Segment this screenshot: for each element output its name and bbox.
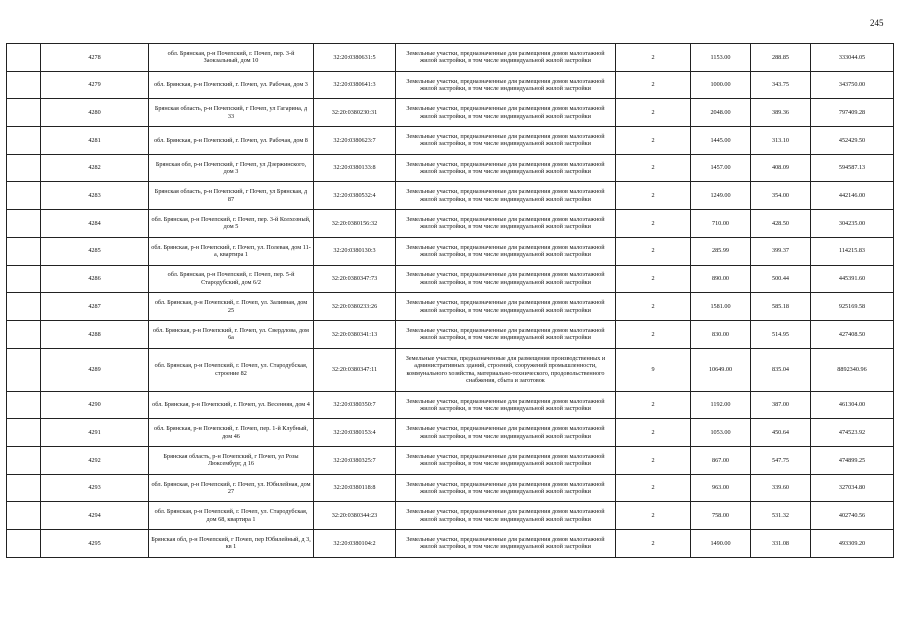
row-cadastral-number: 32:20:0380341:13: [314, 320, 396, 348]
row-land-purpose: Земельные участки, предназначенные для размещения домов малоэтажной жилой застройки, в том числе индивидуальной жилой застройки: [396, 502, 616, 530]
row-area: 285.99: [691, 237, 751, 265]
table-row: [7, 237, 894, 265]
row-cadastral-value: 427408.50: [811, 320, 894, 348]
row-spacer-cell: [7, 348, 41, 391]
table-row: [7, 348, 894, 391]
row-number: 4293: [41, 474, 149, 502]
row-area: 1249.00: [691, 182, 751, 210]
table-row: [7, 154, 894, 182]
row-address: обл. Брянская, р-н Почепский, г. Почеп, ул. Юбилейная, дом 27: [149, 474, 314, 502]
row-group: 2: [616, 419, 691, 447]
row-cadastral-number: 32:20:0380133:8: [314, 154, 396, 182]
row-area: 867.00: [691, 446, 751, 474]
row-land-purpose: Земельные участки, предназначенные для размещения домов малоэтажной жилой застройки, в том числе индивидуальной жилой застройки: [396, 419, 616, 447]
row-address: обл. Брянская, р-н Почепский, г. Почеп, ул. Полевая, дом 11-а, квартира 1: [149, 237, 314, 265]
row-unit-value: 339.60: [751, 474, 811, 502]
row-cadastral-value: 445391.60: [811, 265, 894, 293]
table-row: [7, 419, 894, 447]
row-cadastral-value: 452429.50: [811, 127, 894, 155]
row-group: 9: [616, 348, 691, 391]
row-unit-value: 585.18: [751, 293, 811, 321]
row-number: 4294: [41, 502, 149, 530]
row-group: 2: [616, 446, 691, 474]
table-row: [7, 99, 894, 127]
row-unit-value: 547.75: [751, 446, 811, 474]
row-area: 1457.00: [691, 154, 751, 182]
row-land-purpose: Земельные участки, предназначенные для размещения домов малоэтажной жилой застройки, в том числе индивидуальной жилой застройки: [396, 265, 616, 293]
row-unit-value: 331.08: [751, 530, 811, 558]
row-spacer-cell: [7, 502, 41, 530]
table-row: [7, 530, 894, 558]
row-group: 2: [616, 154, 691, 182]
row-number: 4292: [41, 446, 149, 474]
row-spacer-cell: [7, 293, 41, 321]
row-spacer-cell: [7, 127, 41, 155]
row-area: 1053.00: [691, 419, 751, 447]
row-group: 2: [616, 265, 691, 293]
row-land-purpose: Земельные участки, предназначенные для размещения домов малоэтажной жилой застройки, в том числе индивидуальной жилой застройки: [396, 182, 616, 210]
row-unit-value: 343.75: [751, 71, 811, 99]
row-cadastral-number: 32:20:0380118:8: [314, 474, 396, 502]
row-cadastral-value: 402740.56: [811, 502, 894, 530]
row-land-purpose: Земельные участки, предназначенные для размещения производственных и административных зданий, строений, сооружений промышленности, коммунального хозяйства, материально-технического, продовольственного снабжения, сбыта и заготовок: [396, 348, 616, 391]
row-unit-value: 313.10: [751, 127, 811, 155]
table-row: [7, 446, 894, 474]
row-number: 4295: [41, 530, 149, 558]
row-address: обл. Брянская, р-н Почепский, г. Почеп, пер. 3-й Заокзальный, дом 10: [149, 44, 314, 72]
row-land-purpose: Земельные участки, предназначенные для размещения домов малоэтажной жилой застройки, в том числе индивидуальной жилой застройки: [396, 391, 616, 419]
row-land-purpose: Земельные участки, предназначенные для размещения домов малоэтажной жилой застройки, в том числе индивидуальной жилой застройки: [396, 127, 616, 155]
row-unit-value: 399.37: [751, 237, 811, 265]
row-cadastral-value: 442146.00: [811, 182, 894, 210]
row-spacer-cell: [7, 99, 41, 127]
row-number: 4289: [41, 348, 149, 391]
row-group: 2: [616, 320, 691, 348]
row-address: обл. Брянская, р-н Почепский, г. Почеп, пер. 5-й Стародубский, дом 6/2: [149, 265, 314, 293]
row-land-purpose: Земельные участки, предназначенные для размещения домов малоэтажной жилой застройки, в том числе индивидуальной жилой застройки: [396, 44, 616, 72]
row-land-purpose: Земельные участки, предназначенные для размещения домов малоэтажной жилой застройки, в том числе индивидуальной жилой застройки: [396, 474, 616, 502]
row-cadastral-number: 32:20:0380104:2: [314, 530, 396, 558]
row-group: 2: [616, 44, 691, 72]
row-number: 4280: [41, 99, 149, 127]
row-number: 4279: [41, 71, 149, 99]
row-unit-value: 500.44: [751, 265, 811, 293]
row-cadastral-number: 32:20:0380156:32: [314, 210, 396, 238]
table-row: [7, 293, 894, 321]
row-address: обл. Брянская, р-н Почепский, г. Почеп, ул. Рабочая, дом 8: [149, 127, 314, 155]
row-land-purpose: Земельные участки, предназначенные для размещения домов малоэтажной жилой застройки, в том числе индивидуальной жилой застройки: [396, 154, 616, 182]
row-cadastral-value: 8892340.96: [811, 348, 894, 391]
row-land-purpose: Земельные участки, предназначенные для размещения домов малоэтажной жилой застройки, в том числе индивидуальной жилой застройки: [396, 320, 616, 348]
row-cadastral-number: 32:20:0380623:7: [314, 127, 396, 155]
row-cadastral-number: 32:20:0380230:31: [314, 99, 396, 127]
table-row: [7, 265, 894, 293]
row-area: 1192.00: [691, 391, 751, 419]
row-address: обл. Брянская, р-н Почепский, г. Почеп, ул. Весенняя, дом 4: [149, 391, 314, 419]
row-spacer-cell: [7, 474, 41, 502]
table-row: [7, 71, 894, 99]
row-unit-value: 428.50: [751, 210, 811, 238]
table-row: [7, 320, 894, 348]
row-number: 4288: [41, 320, 149, 348]
row-number: 4287: [41, 293, 149, 321]
row-spacer-cell: [7, 71, 41, 99]
row-spacer-cell: [7, 210, 41, 238]
row-cadastral-value: 327034.80: [811, 474, 894, 502]
row-spacer-cell: [7, 265, 41, 293]
row-area: 890.00: [691, 265, 751, 293]
row-number: 4278: [41, 44, 149, 72]
table-row: [7, 44, 894, 72]
row-address: Брянская область, р-н Почепский, г Почеп, ул Розы Люксембург, д 16: [149, 446, 314, 474]
row-address: обл. Брянская, р-н Почепский, г. Почеп, ул. Стародубская, строение 82: [149, 348, 314, 391]
row-address: обл. Брянская, р-н Почепский, г. Почеп, пер. 1-й Клубный, дом 46: [149, 419, 314, 447]
table-row: [7, 127, 894, 155]
row-unit-value: 408.09: [751, 154, 811, 182]
row-cadastral-value: 797409.28: [811, 99, 894, 127]
row-spacer-cell: [7, 182, 41, 210]
row-unit-value: 450.64: [751, 419, 811, 447]
row-group: 2: [616, 127, 691, 155]
row-spacer-cell: [7, 237, 41, 265]
row-area: 1445.00: [691, 127, 751, 155]
row-spacer-cell: [7, 446, 41, 474]
row-cadastral-number: 32:20:0380347:73: [314, 265, 396, 293]
row-area: 1490.00: [691, 530, 751, 558]
table-row: [7, 182, 894, 210]
row-number: 4281: [41, 127, 149, 155]
row-cadastral-value: 304235.00: [811, 210, 894, 238]
row-cadastral-value: 925169.58: [811, 293, 894, 321]
row-cadastral-value: 474523.92: [811, 419, 894, 447]
row-area: 963.00: [691, 474, 751, 502]
row-group: 2: [616, 530, 691, 558]
row-address: обл. Брянская, р-н Почепский, г. Почеп, пер. 3-й Колхозный, дом 5: [149, 210, 314, 238]
row-area: 830.00: [691, 320, 751, 348]
row-area: 710.00: [691, 210, 751, 238]
row-cadastral-number: 32:20:0380641:3: [314, 71, 396, 99]
row-number: 4283: [41, 182, 149, 210]
row-group: 2: [616, 502, 691, 530]
row-spacer-cell: [7, 44, 41, 72]
row-address: обл. Брянская, р-н Почепский, г. Почеп, ул. Заливная, дом 25: [149, 293, 314, 321]
row-cadastral-value: 474899.25: [811, 446, 894, 474]
row-group: 2: [616, 182, 691, 210]
row-land-purpose: Земельные участки, предназначенные для размещения домов малоэтажной жилой застройки, в том числе индивидуальной жилой застройки: [396, 210, 616, 238]
row-cadastral-value: 333044.05: [811, 44, 894, 72]
row-area: 10649.00: [691, 348, 751, 391]
row-cadastral-number: 32:20:0380233:26: [314, 293, 396, 321]
row-number: 4284: [41, 210, 149, 238]
row-address: Брянская область, р-н Почепский, г Почеп, ул Гагарина, д 33: [149, 99, 314, 127]
row-group: 2: [616, 237, 691, 265]
row-number: 4282: [41, 154, 149, 182]
row-cadastral-number: 32:20:0380325:7: [314, 446, 396, 474]
row-cadastral-value: 493309.20: [811, 530, 894, 558]
row-cadastral-number: 32:20:0380153:4: [314, 419, 396, 447]
page-number: 245: [870, 18, 884, 28]
row-group: 2: [616, 99, 691, 127]
row-number: 4285: [41, 237, 149, 265]
row-cadastral-number: 32:20:0380350:7: [314, 391, 396, 419]
row-group: 2: [616, 474, 691, 502]
table-row: [7, 502, 894, 530]
row-cadastral-value: 461304.00: [811, 391, 894, 419]
row-land-purpose: Земельные участки, предназначенные для размещения домов малоэтажной жилой застройки, в том числе индивидуальной жилой застройки: [396, 293, 616, 321]
row-spacer-cell: [7, 391, 41, 419]
row-cadastral-value: 594587.13: [811, 154, 894, 182]
row-land-purpose: Земельные участки, предназначенные для размещения домов малоэтажной жилой застройки, в том числе индивидуальной жилой застройки: [396, 530, 616, 558]
row-number: 4290: [41, 391, 149, 419]
row-address: Брянская обл, р-н Почепский, г Почеп, ул Дзержинского, дом 3: [149, 154, 314, 182]
row-land-purpose: Земельные участки, предназначенные для размещения домов малоэтажной жилой застройки, в том числе индивидуальной жилой застройки: [396, 446, 616, 474]
row-unit-value: 514.95: [751, 320, 811, 348]
row-unit-value: 835.04: [751, 348, 811, 391]
row-address: обл. Брянская, р-н Почепский, г. Почеп, ул. Стародубская, дом 68, квартира 1: [149, 502, 314, 530]
row-address: Брянская область, р-н Почепский, г Почеп, ул Брянская, д 87: [149, 182, 314, 210]
row-number: 4286: [41, 265, 149, 293]
row-area: 2048.00: [691, 99, 751, 127]
row-number: 4291: [41, 419, 149, 447]
row-address: обл. Брянская, р-н Почепский, г. Почеп, ул. Свердлова, дом 6а: [149, 320, 314, 348]
row-cadastral-number: 32:20:0380130:3: [314, 237, 396, 265]
row-spacer-cell: [7, 419, 41, 447]
row-spacer-cell: [7, 530, 41, 558]
row-unit-value: 387.00: [751, 391, 811, 419]
row-address: обл. Брянская, р-н Почепский, г. Почеп, ул. Рабочая, дом 3: [149, 71, 314, 99]
row-area: 1153.00: [691, 44, 751, 72]
row-address: Брянская обл, р-н Почепский, г Почеп, пер Юбилейный, д 3, кв 1: [149, 530, 314, 558]
row-area: 758.00: [691, 502, 751, 530]
row-cadastral-number: 32:20:0380344:23: [314, 502, 396, 530]
row-area: 1000.00: [691, 71, 751, 99]
row-area: 1581.00: [691, 293, 751, 321]
row-cadastral-value: 343750.00: [811, 71, 894, 99]
table-row: [7, 391, 894, 419]
row-group: 2: [616, 210, 691, 238]
row-spacer-cell: [7, 154, 41, 182]
table-body: [7, 44, 894, 558]
row-land-purpose: Земельные участки, предназначенные для размещения домов малоэтажной жилой застройки, в том числе индивидуальной жилой застройки: [396, 71, 616, 99]
row-cadastral-value: 114215.83: [811, 237, 894, 265]
row-unit-value: 389.36: [751, 99, 811, 127]
row-cadastral-number: 32:20:0380347:11: [314, 348, 396, 391]
row-cadastral-number: 32:20:0380631:5: [314, 44, 396, 72]
row-unit-value: 354.00: [751, 182, 811, 210]
row-group: 2: [616, 391, 691, 419]
row-group: 2: [616, 293, 691, 321]
row-land-purpose: Земельные участки, предназначенные для размещения домов малоэтажной жилой застройки, в том числе индивидуальной жилой застройки: [396, 99, 616, 127]
table-row: [7, 474, 894, 502]
row-land-purpose: Земельные участки, предназначенные для размещения домов малоэтажной жилой застройки, в том числе индивидуальной жилой застройки: [396, 237, 616, 265]
row-spacer-cell: [7, 320, 41, 348]
row-unit-value: 531.32: [751, 502, 811, 530]
table-row: [7, 210, 894, 238]
row-cadastral-number: 32:20:0380532:4: [314, 182, 396, 210]
row-unit-value: 288.85: [751, 44, 811, 72]
land-registry-table: [6, 43, 894, 558]
row-group: 2: [616, 71, 691, 99]
